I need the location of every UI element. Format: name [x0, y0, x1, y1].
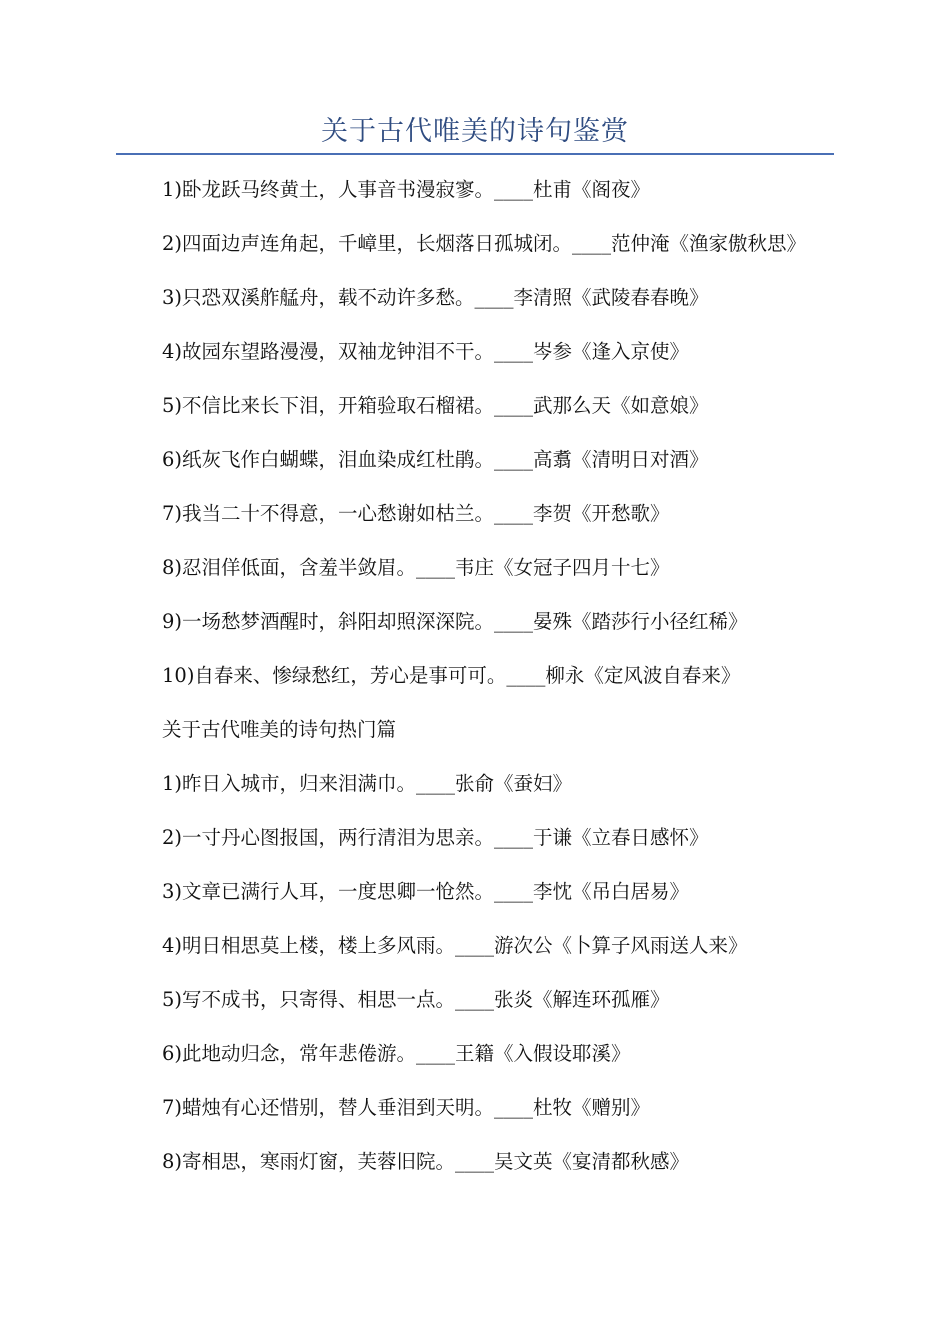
- poem-line-14: 4)明日相思莫上楼，楼上多风雨。____游次公《卜算子风雨送人来》: [162, 934, 748, 957]
- poem-line-13: 3)文章已满行人耳，一度思卿一怆然。____李忱《吊白居易》: [162, 880, 690, 903]
- poem-line-2: 2)四面边声连角起，千嶂里，长烟落日孤城闭。____范仲淹《渔家傲秋思》: [162, 232, 807, 255]
- poem-line-9: 9)一场愁梦酒醒时，斜阳却照深深院。____晏殊《踏莎行小径红稀》: [162, 610, 748, 633]
- poem-line-15: 5)写不成书，只寄得、相思一点。____张炎《解连环孤雁》: [162, 988, 670, 1011]
- title-underline: [116, 153, 834, 155]
- poem-line-3: 3)只恐双溪舴艋舟，载不动许多愁。____李清照《武陵春春晚》: [162, 286, 709, 309]
- poem-line-18: 8)寄相思，寒雨灯窗，芙蓉旧院。____吴文英《宴清都秋感》: [162, 1150, 690, 1173]
- poem-line-17: 7)蜡烛有心还惜别，替人垂泪到天明。____杜牧《赠别》: [162, 1096, 651, 1119]
- poem-line-11: 1)昨日入城市，归来泪满巾。____张俞《蚕妇》: [162, 772, 573, 795]
- poem-line-12: 2)一寸丹心图报国，两行清泪为思亲。____于谦《立春日感怀》: [162, 826, 709, 849]
- poem-line-16: 6)此地动归念，常年悲倦游。____王籍《入假设耶溪》: [162, 1042, 631, 1065]
- poem-line-8: 8)忍泪佯低面，含羞半敛眉。____韦庄《女冠子四月十七》: [162, 556, 670, 579]
- poem-line-10: 10)自春来、惨绿愁红，芳心是事可可。____柳永《定风波自春来》: [162, 664, 741, 687]
- poem-line-4: 4)故园东望路漫漫，双袖龙钟泪不干。____岑参《逢入京使》: [162, 340, 690, 363]
- page-title: 关于古代唯美的诗句鉴赏: [321, 116, 629, 147]
- section-heading: 关于古代唯美的诗句热门篇: [162, 718, 397, 741]
- document-body: [116, 176, 834, 1202]
- poem-line-1: 1)卧龙跃马终黄土，人事音书漫寂寥。____杜甫《阁夜》: [162, 178, 651, 201]
- poem-line-5: 5)不信比来长下泪，开箱验取石榴裙。____武那么天《如意娘》: [162, 394, 709, 417]
- poem-line-7: 7)我当二十不得意，一心愁谢如枯兰。____李贺《开愁歌》: [162, 502, 670, 525]
- poem-line-6: 6)纸灰飞作白蝴蝶，泪血染成红杜鹃。____高翥《清明日对酒》: [162, 448, 709, 471]
